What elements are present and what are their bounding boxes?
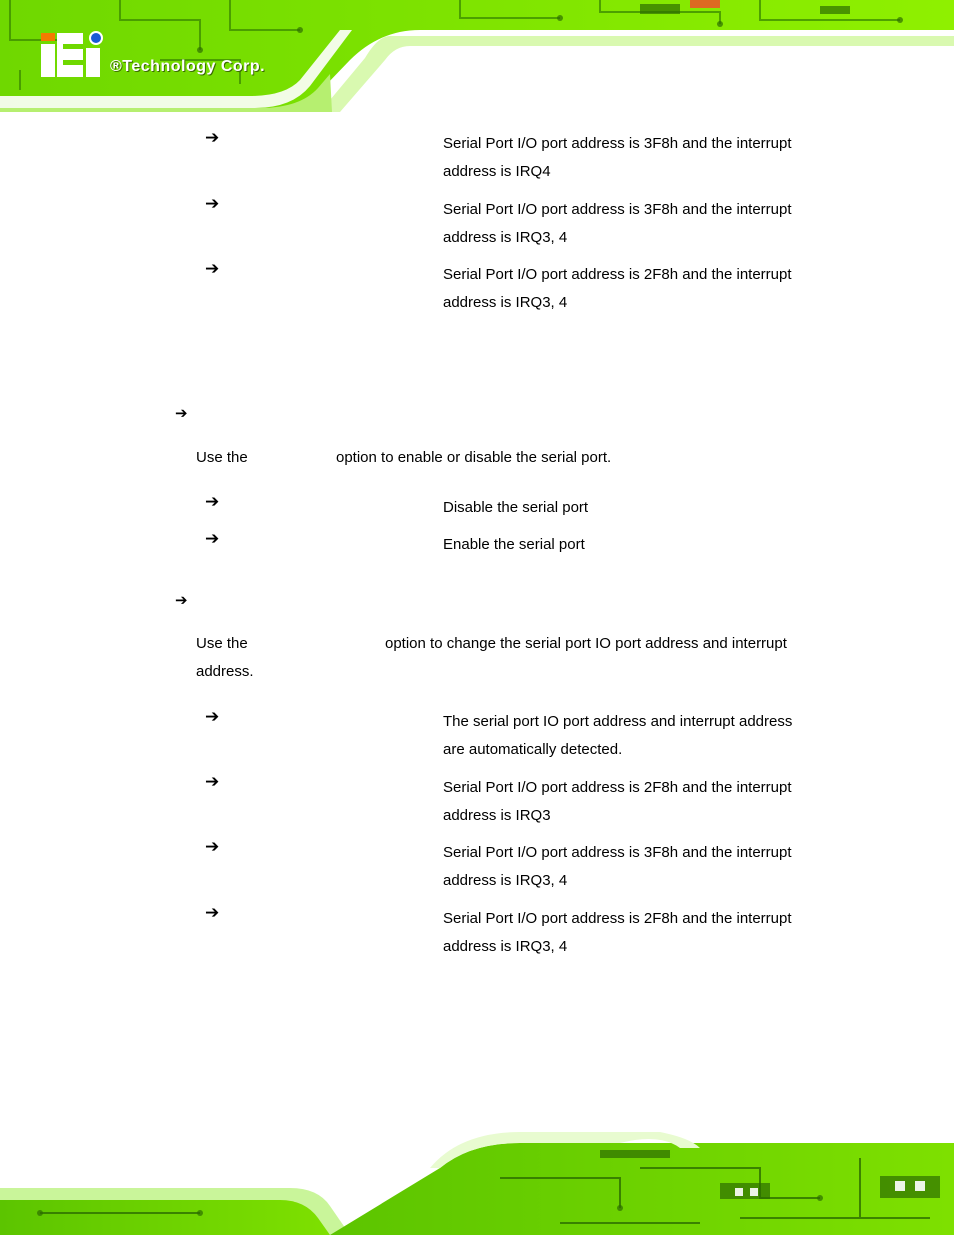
section-desc-line2: address. — [196, 663, 254, 680]
page-header — [0, 0, 954, 112]
arrow-icon: ➔ — [205, 707, 220, 726]
arrow-icon: ➔ — [205, 128, 220, 147]
section-desc-start: Use the — [196, 635, 248, 652]
page-footer — [0, 1128, 954, 1235]
option-desc-line1: Serial Port I/O port address is 3F8h and the interrupt — [443, 135, 792, 152]
company-logo-icon — [41, 32, 102, 77]
option-desc-line2: are automatically detected. — [443, 741, 623, 758]
arrow-icon: ➔ — [205, 903, 220, 922]
option-desc-line2: address is IRQ3 — [443, 807, 551, 824]
option-desc-line1: Serial Port I/O port address is 2F8h and the interrupt — [443, 910, 792, 927]
section-arrow-icon: ➔ — [175, 405, 188, 422]
section-desc-start: Use the — [196, 449, 248, 466]
option-desc-line2: address is IRQ3, 4 — [443, 294, 568, 311]
arrow-icon: ➔ — [205, 529, 220, 548]
option-desc: Disable the serial port — [443, 499, 589, 516]
option-desc-line2: address is IRQ3, 4 — [443, 229, 568, 246]
option-desc-line1: Serial Port I/O port address is 3F8h and the interrupt — [443, 201, 792, 218]
option-desc-line1: The serial port IO port address and interrupt address — [443, 713, 793, 730]
option-desc-line2: address is IRQ3, 4 — [443, 872, 568, 889]
circuit-board-footer — [0, 1128, 954, 1235]
option-desc-line1: Serial Port I/O port address is 2F8h and the interrupt — [443, 266, 792, 283]
arrow-icon: ➔ — [205, 194, 220, 213]
option-desc-line2: address is IRQ3, 4 — [443, 938, 568, 955]
arrow-icon: ➔ — [205, 837, 220, 856]
arrow-icon: ➔ — [205, 492, 220, 511]
brand-text: ®Technology Corp. — [110, 58, 266, 75]
section-desc-end: option to change the serial port IO port address and interrupt — [385, 635, 787, 652]
option-desc: Enable the serial port — [443, 536, 585, 553]
circuit-board-banner — [0, 0, 954, 112]
arrow-icon: ➔ — [205, 772, 220, 791]
option-desc-line1: Serial Port I/O port address is 2F8h and the interrupt — [443, 779, 792, 796]
section-arrow-icon: ➔ — [175, 592, 188, 609]
arrow-icon: ➔ — [205, 259, 220, 278]
section-desc-end: option to enable or disable the serial port. — [336, 449, 612, 466]
option-desc-line2: address is IRQ4 — [443, 163, 551, 180]
option-desc-line1: Serial Port I/O port address is 3F8h and the interrupt — [443, 844, 792, 861]
